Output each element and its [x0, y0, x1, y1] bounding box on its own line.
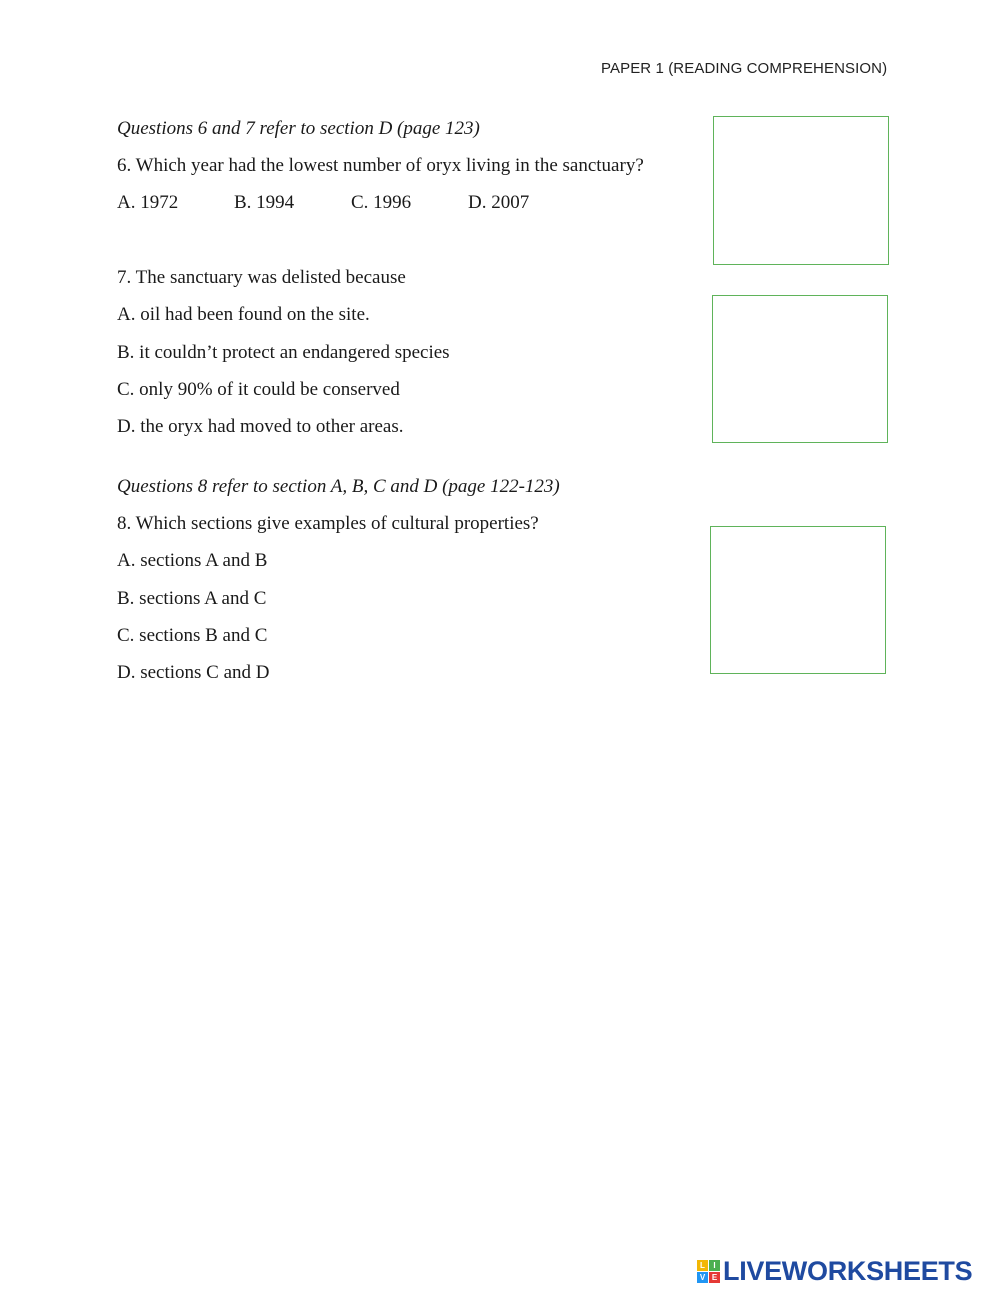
liveworksheets-logo — [697, 1256, 972, 1286]
option-c: C. only 90% of it could be conserved — [117, 379, 400, 400]
option-d: D. sections C and D — [117, 662, 270, 683]
option-d: D. the oryx had moved to other areas. — [117, 416, 404, 437]
question-7: 7. The sanctuary was delisted because — [117, 267, 406, 288]
question-8: 8. Which sections give examples of cultural properties? — [117, 513, 539, 534]
option-b: B. it couldn’t protect an endangered species — [117, 342, 450, 363]
paper-title: PAPER 1 (READING COMPREHENSION) — [601, 60, 888, 77]
answer-box-q8[interactable] — [710, 526, 886, 674]
question-6: 6. Which year had the lowest number of oryx living in the sanctuary? — [117, 155, 644, 176]
logo-text: LIVEWORKSHEETS — [723, 1255, 973, 1286]
option-c: C. 1996 — [351, 192, 412, 213]
option-d: D. 2007 — [468, 192, 530, 213]
option-a: A. 1972 — [117, 192, 179, 213]
option-b: B. sections A and C — [117, 588, 267, 609]
section-instruction: Questions 6 and 7 refer to section D (page 123) — [117, 118, 480, 139]
option-a: A. oil had been found on the site. — [117, 304, 370, 325]
option-c: C. sections B and C — [117, 625, 268, 646]
question-6-options — [117, 191, 597, 215]
logo-mark-icon: L I V E — [697, 1260, 720, 1283]
answer-box-q6[interactable] — [713, 116, 889, 265]
section-instruction: Questions 8 refer to section A, B, C and D (page 122-123) — [117, 476, 560, 497]
answer-box-q7[interactable] — [712, 295, 888, 443]
option-b: B. 1994 — [234, 192, 295, 213]
option-a: A. sections A and B — [117, 550, 268, 571]
